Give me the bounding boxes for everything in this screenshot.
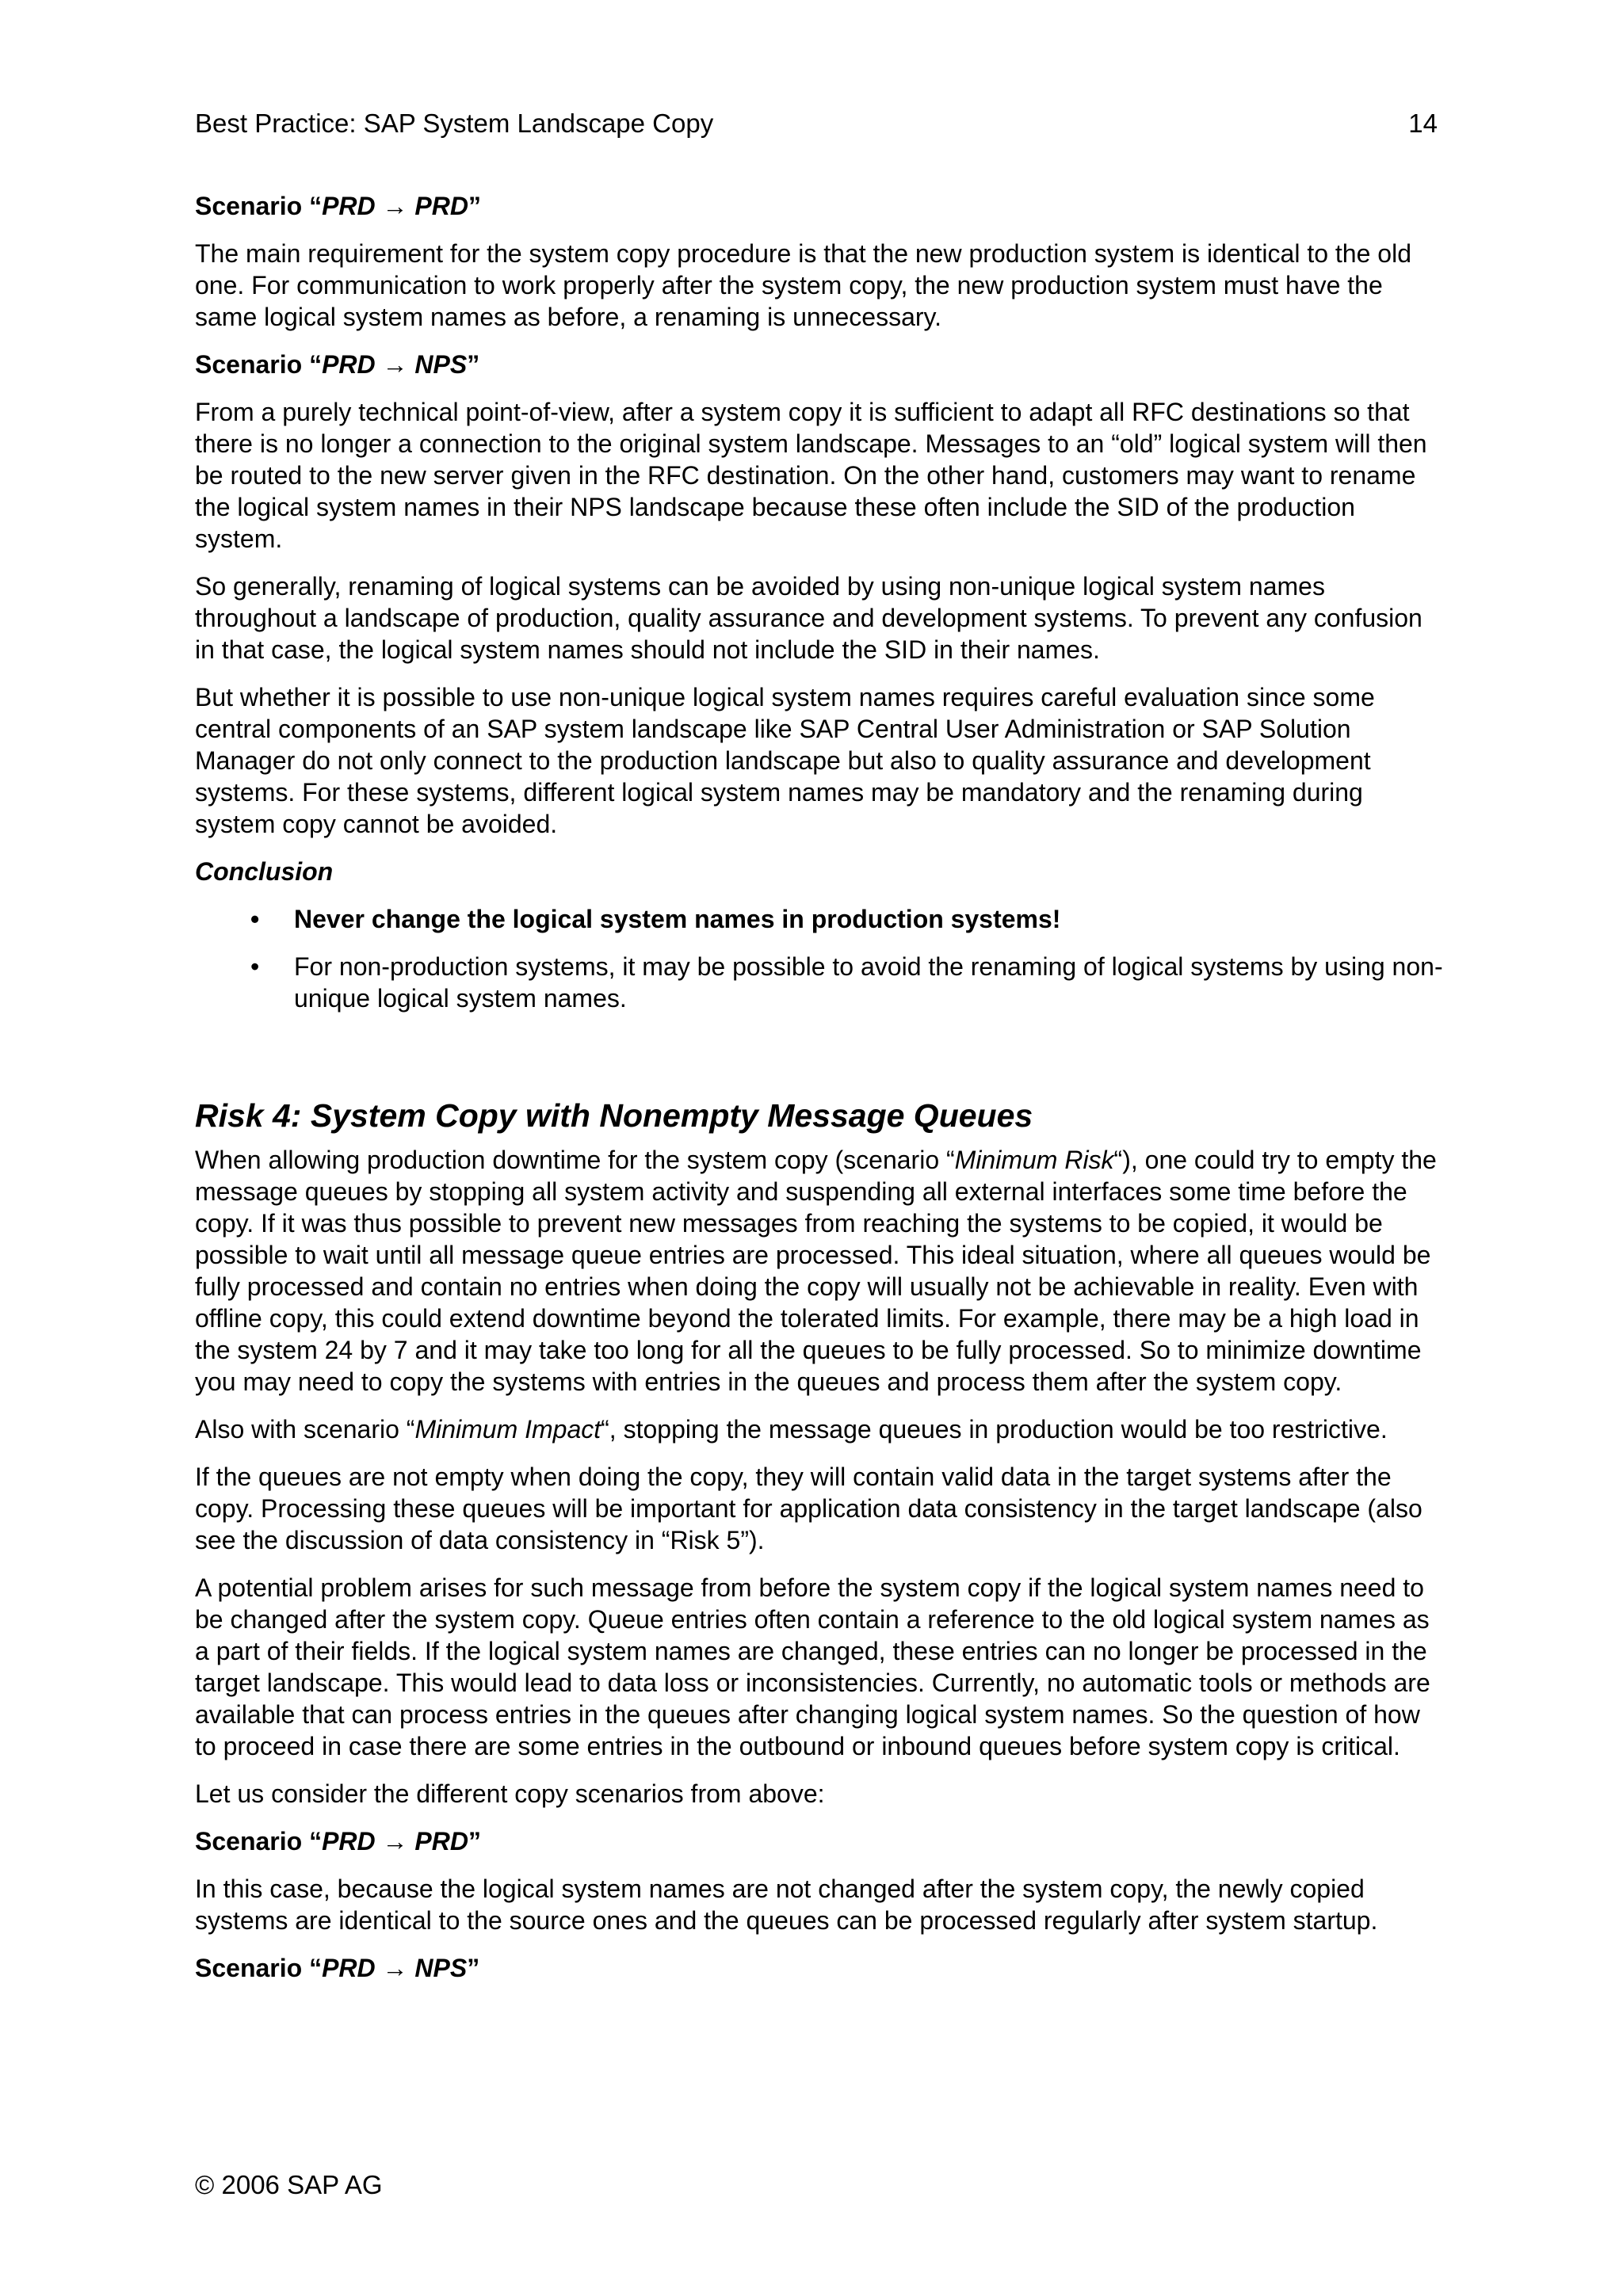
arrow-icon: → bbox=[382, 350, 408, 379]
paragraph: In this case, because the logical system names are not changed after the system copy, the newly copied systems are identical to the source ones and the queues can be processed regularly after system startup. bbox=[195, 1875, 1378, 1935]
paragraph: So generally, renaming of logical systems can be avoided by using non-unique logical system names throughout a landscape of production, quality assurance and development systems. To prevent any confusion in that case, the logical system names should not include the SID in their names. bbox=[195, 572, 1423, 664]
page-number: 14 bbox=[1408, 109, 1438, 138]
paragraph: Also with scenario “Minimum Impact“, stopping the message queues in production would be too restrictive. bbox=[195, 1415, 1388, 1444]
paragraph: But whether it is possible to use non-unique logical system names requires careful evaluation since some central components of an SAP system landscape like SAP Central User Administration or SAP Solution Manager do not only connect to the production landscape but also to quality assurance and development systems. For these systems, different logical system names may be mandatory and the renaming during system copy cannot be avoided. bbox=[195, 683, 1375, 838]
paragraph: From a purely technical point-of-view, after a system copy it is sufficient to adapt all RFC destinations so that there is no longer a connection to the original system landscape. Messages to an “old” logical system will then be routed to the new server given in the RFC destination. On the other hand, customers may want to rename the logical system names in their NPS landscape because these often include the SID of the production system. bbox=[195, 398, 1427, 553]
scenario-heading-prd-nps: Scenario “PRD → NPS” bbox=[195, 1954, 480, 1982]
conclusion-label: Conclusion bbox=[195, 857, 334, 886]
paragraph: A potential problem arises for such message from before the system copy if the logical system names need to be changed after the system copy. Queue entries often contain a reference to the old logical system names as a part of their fields. If the logical system names are changed, these entries can no longer be processed in the target landscape. This would lead to data loss or inconsistencies. Currently, no automatic tools or methods are available that can process entries in the queues after changing logical system names. So the question of how to proceed in case there are some entries in the outbound or inbound queues before system copy is critical. bbox=[195, 1573, 1430, 1760]
page-body bbox=[195, 190, 1444, 2000]
scenario-heading-prd-prd: Scenario “PRD → PRD” bbox=[195, 192, 481, 220]
page-footer bbox=[195, 2168, 383, 2203]
list-item: • For non-production systems, it may be possible to avoid the renaming of logical systems by using non-unique logical system names. bbox=[250, 952, 1443, 1013]
scenario-heading-prd-nps: Scenario “PRD → NPS” bbox=[195, 350, 480, 379]
scenario-heading-prd-prd: Scenario “PRD → PRD” bbox=[195, 1827, 481, 1855]
page-header bbox=[195, 106, 1438, 141]
bullet-icon: • bbox=[250, 952, 260, 981]
section-heading-risk-4: Risk 4: System Copy with Nonempty Message Queues bbox=[195, 1097, 1033, 1134]
header-title: Best Practice: SAP System Landscape Copy bbox=[195, 109, 714, 138]
copyright: © 2006 SAP AG bbox=[195, 2170, 383, 2199]
arrow-icon: → bbox=[382, 1827, 408, 1855]
list-item: • Never change the logical system names in production systems! bbox=[250, 905, 1061, 933]
paragraph: Let us consider the different copy scenarios from above: bbox=[195, 1779, 825, 1808]
arrow-icon: → bbox=[382, 192, 408, 220]
paragraph: If the queues are not empty when doing the copy, they will contain valid data in the target systems after the copy. Processing these queues will be important for application data consistency in the target landscape (also see the discussion of data consistency in “Risk 5”). bbox=[195, 1463, 1423, 1554]
paragraph: The main requirement for the system copy procedure is that the new production system is identical to the old one. For communication to work properly after the system copy, the new production system must have the same logical system names as before, a renaming is unnecessary. bbox=[195, 239, 1411, 331]
conclusion-list bbox=[195, 903, 1444, 1014]
arrow-icon: → bbox=[382, 1954, 408, 1982]
paragraph: When allowing production downtime for the system copy (scenario “Minimum Risk“), one could try to empty the message queues by stopping all system activity and suspending all external interfaces some time before the copy. If it was thus possible to prevent new messages from reaching the systems to be copied, it would be possible to wait until all message queue entries are processed. This ideal situation, where all queues would be fully processed and contain no entries when doing the copy will usually not be achievable in reality. Even with offline copy, this could extend downtime beyond the tolerated limits. For example, there may be a high load in the system 24 by 7 and it may take too long for all the queues to be fully processed. So to minimize downtime you may need to copy the systems with entries in the queues and process them after the system copy. bbox=[195, 1146, 1437, 1396]
bullet-icon: • bbox=[250, 905, 260, 933]
